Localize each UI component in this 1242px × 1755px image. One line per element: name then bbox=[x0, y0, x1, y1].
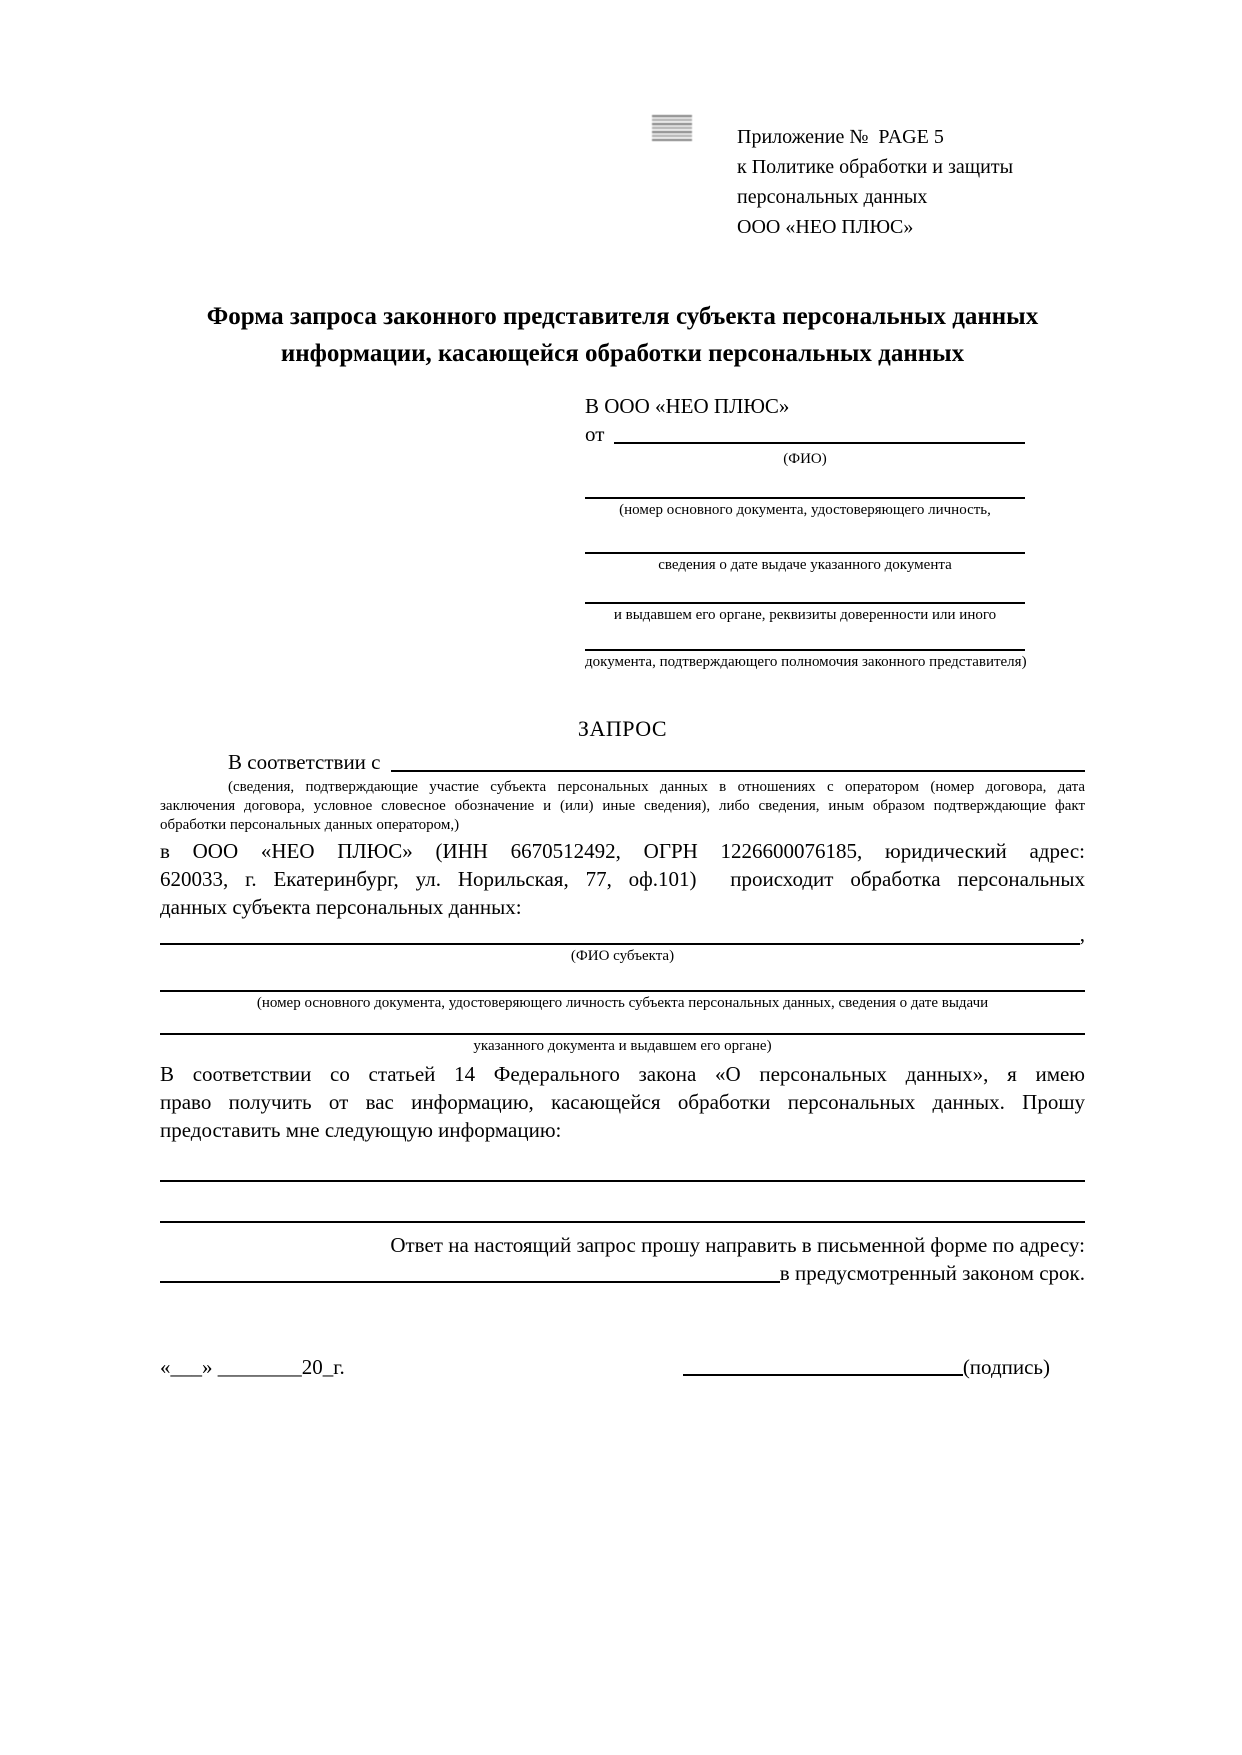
request-heading: ЗАПРОС bbox=[577, 716, 668, 741]
form-title-line: информации, касающейся обработки персональных данных bbox=[280, 340, 965, 367]
subject-doc-caption: указанного документа и выдавшем его органе) bbox=[473, 1038, 772, 1054]
from-label: от bbox=[585, 422, 605, 446]
form-title bbox=[160, 298, 1085, 372]
law-paragraph-line: право получить от вас информацию, касающейся обработки персональных данных. Прошу bbox=[160, 1090, 1085, 1114]
subject-doc-blank-line bbox=[160, 972, 1085, 992]
operator-paragraph-line: данных субъекта персональных данных: bbox=[160, 895, 522, 919]
subject-fio-comma: , bbox=[1079, 922, 1085, 946]
doc-blank-line bbox=[585, 629, 1025, 651]
addressee-block bbox=[585, 392, 1025, 676]
note-line: (сведения, подтверждающие участие субъекта персональных данных в отношениях с оператором (номер договора, дата bbox=[228, 779, 1085, 795]
signature-caption: (подпись) bbox=[962, 1355, 1050, 1379]
addressee-to: В ООО «НЕО ПЛЮС» bbox=[585, 394, 790, 418]
info-blank-line bbox=[160, 1160, 1085, 1182]
law-paragraph-line: предоставить мне следующую информацию: bbox=[160, 1118, 562, 1142]
reply-address-blank-line bbox=[160, 1259, 780, 1283]
representative-doc-field bbox=[585, 469, 1025, 524]
appendix-line: к Политике обработки и защиты bbox=[737, 156, 1014, 178]
law-paragraph bbox=[160, 1060, 1085, 1144]
form-title-line: Форма запроса законного представителя субъекта персональных данных bbox=[206, 303, 1039, 330]
doc-caption: документа, подтверждающего полномочия законного представителя) bbox=[585, 654, 1027, 670]
doc-caption: и выдавшем его органе, реквизиты доверенности или иного bbox=[613, 607, 997, 623]
doc-caption: (номер основного документа, удостоверяющего личность, bbox=[619, 502, 991, 518]
doc-blank-line bbox=[585, 469, 1025, 499]
law-paragraph-line: В соответствии со статьей 14 Федерального закона «О персональных данных», я имею bbox=[160, 1062, 1085, 1086]
reply-address-row bbox=[160, 1259, 1085, 1287]
intro-blank-line bbox=[391, 748, 1086, 772]
appendix-header bbox=[737, 122, 1013, 242]
operator-paragraph-line: в ООО «НЕО ПЛЮС» (ИНН 6670512492, ОГРН 1226600076185, юридический адрес: bbox=[160, 839, 1085, 863]
representative-doc-field bbox=[585, 524, 1025, 579]
appendix-line: персональных данных bbox=[737, 186, 928, 208]
subject-fio-caption: (ФИО субъекта) bbox=[570, 948, 675, 964]
appendix-line: Приложение № PAGE 5 bbox=[737, 126, 944, 148]
subject-fio-blank-line bbox=[160, 921, 1080, 945]
operator-paragraph-line: 620033, г. Екатеринбург, ул. Норильская, 77, оф.101) происходит обработка персональных bbox=[160, 867, 1085, 891]
doc-caption: сведения о дате выдаче указанного документа bbox=[658, 557, 952, 573]
reply-tail: в предусмотренный законом срок. bbox=[779, 1261, 1085, 1285]
subject-doc-blank-line bbox=[160, 1017, 1085, 1035]
request-body bbox=[160, 748, 1085, 1381]
signature-row bbox=[160, 1353, 1085, 1381]
fio-caption: (ФИО) bbox=[783, 451, 827, 467]
operator-paragraph bbox=[160, 837, 1085, 921]
addressee-from-row bbox=[585, 420, 1025, 448]
intro-row bbox=[160, 748, 1085, 776]
signature-group bbox=[683, 1353, 1050, 1381]
signature-blank-line bbox=[683, 1353, 963, 1376]
doc-blank-line bbox=[585, 579, 1025, 604]
explanatory-note bbox=[160, 778, 1085, 835]
appendix-line: ООО «НЕО ПЛЮС» bbox=[737, 216, 914, 238]
representative-doc-field bbox=[585, 579, 1025, 629]
intro-label: В соответствии с bbox=[228, 750, 381, 774]
date-line: «___» ________20_г. bbox=[160, 1355, 345, 1379]
info-blank-line bbox=[160, 1182, 1085, 1223]
reply-address-line: Ответ на настоящий запрос прошу направить в письменной форме по адресу: bbox=[390, 1233, 1085, 1257]
blurred-text-artifact bbox=[652, 115, 692, 141]
representative-doc-field bbox=[585, 629, 1025, 676]
doc-blank-line bbox=[585, 524, 1025, 554]
subject-fio-row bbox=[160, 921, 1085, 945]
note-line: заключения договора, условное словесное обозначение и (или) иные сведения), либо сведения, иным образом подтверждающие факт bbox=[160, 798, 1085, 814]
subject-doc-caption: (номер основного документа, удостоверяющего личность субъекта персональных данных, сведения о дате выдачи bbox=[256, 995, 989, 1011]
note-line: обработки персональных данных оператором,) bbox=[160, 817, 460, 833]
fio-blank-line bbox=[614, 420, 1025, 444]
